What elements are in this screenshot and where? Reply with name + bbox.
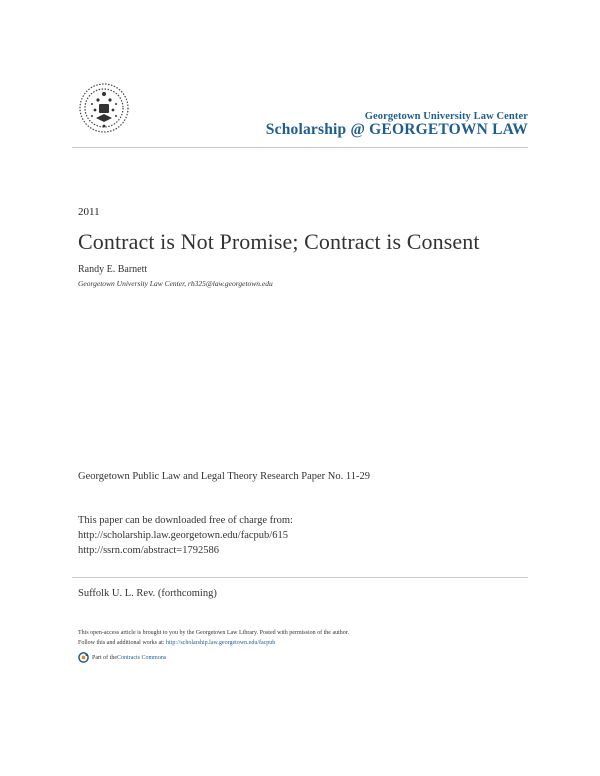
repository-title[interactable]: Scholarship @ GEORGETOWN LAW [265,121,528,138]
follow-link[interactable]: http://scholarship.law.georgetown.edu/facpub [166,640,276,646]
download-intro: This paper can be downloaded free of charge from: [78,515,293,526]
paper-title: Contract is Not Promise; Contract is Consent [78,229,480,254]
follow-prefix: Follow this and additional works at: [78,640,166,646]
author-name: Randy E. Barnett [78,264,148,275]
access-statement: This open-access article is brought to you by the Georgetown Law Library. Posted with permission of the author. [78,630,349,636]
header-divider [72,147,528,148]
georgetown-seal-icon [78,80,130,136]
follow-line [78,638,349,648]
commons-row [78,652,166,663]
commons-network-icon [78,652,89,663]
footer-notice [78,628,349,648]
part-of-prefix: Part of the [92,654,117,661]
institution-name: Georgetown University Law Center [364,111,528,122]
research-series: Georgetown Public Law and Legal Theory Research Paper No. 11-29 [78,471,370,482]
citation-divider [72,577,528,578]
publication-year: 2011 [78,206,100,218]
download-link-ssrn[interactable]: http://ssrn.com/abstract=1792586 [78,545,219,556]
author-affiliation: Georgetown University Law Center, rb325@law.georgetown.edu [78,279,273,288]
download-link-scholarship[interactable]: http://scholarship.law.georgetown.edu/facpub/615 [78,530,288,541]
contracts-commons-link[interactable]: Contracts Commons [117,654,167,661]
download-block [78,513,293,558]
journal-citation: Suffolk U. L. Rev. (forthcoming) [78,588,217,599]
